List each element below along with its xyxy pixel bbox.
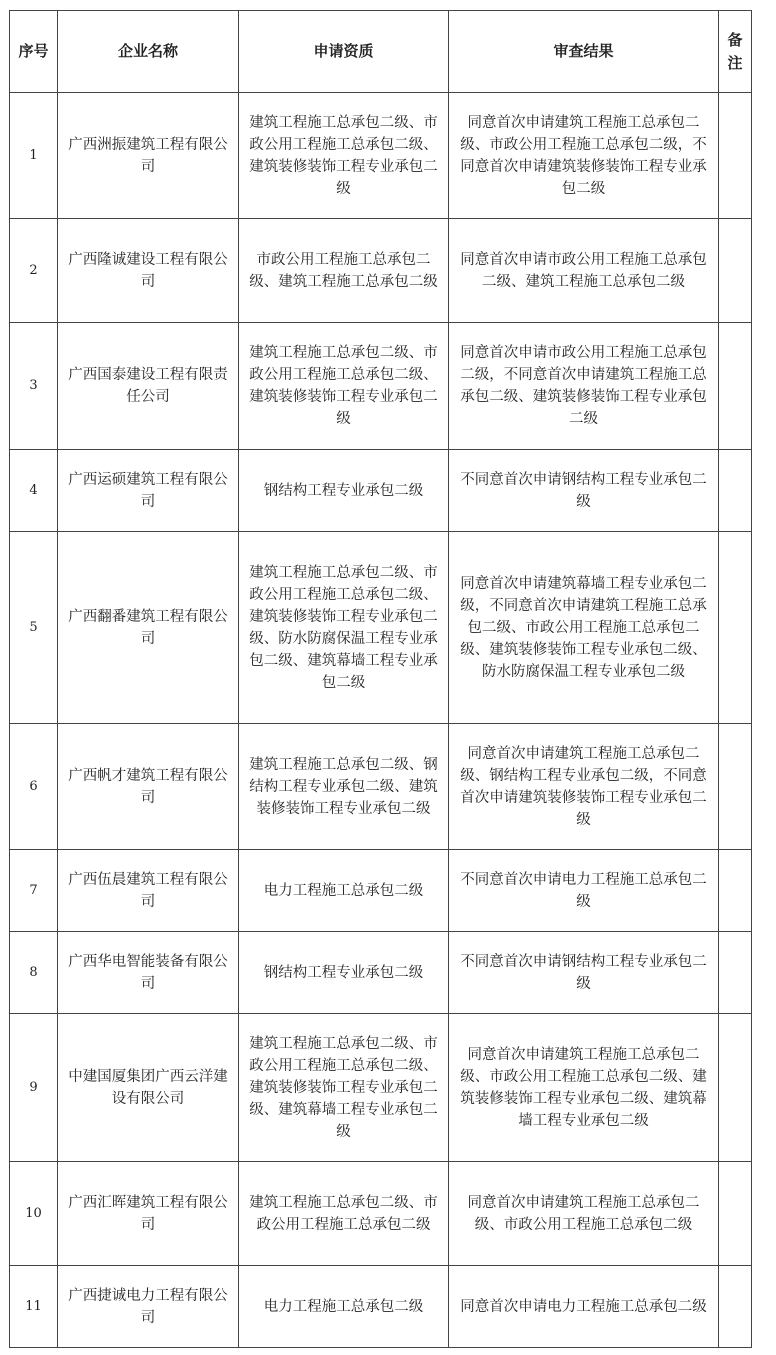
company-name-cell: 广西伍晨建筑工程有限公司 <box>58 850 239 932</box>
remarks-cell <box>719 532 752 724</box>
remarks-cell <box>719 323 752 450</box>
company-name-cell: 广西翻番建筑工程有限公司 <box>58 532 239 724</box>
company-name-cell: 广西运硕建筑工程有限公司 <box>58 450 239 532</box>
serial-number-cell: 5 <box>10 532 58 724</box>
header-company-name: 企业名称 <box>58 11 239 93</box>
table-row <box>10 93 752 219</box>
review-result-cell: 同意首次申请电力工程施工总承包二级 <box>449 1266 719 1348</box>
company-name-cell: 广西华电智能装备有限公司 <box>58 932 239 1014</box>
remarks-cell <box>719 450 752 532</box>
qualification-cell: 电力工程施工总承包二级 <box>239 1266 449 1348</box>
qualification-cell: 钢结构工程专业承包二级 <box>239 932 449 1014</box>
header-review-result: 审查结果 <box>449 11 719 93</box>
table-row <box>10 323 752 450</box>
serial-number-cell: 9 <box>10 1014 58 1162</box>
company-name-cell: 广西汇晖建筑工程有限公司 <box>58 1162 239 1266</box>
serial-number-cell: 11 <box>10 1266 58 1348</box>
table-header-row <box>10 11 752 93</box>
company-name-cell: 广西国泰建设工程有限责任公司 <box>58 323 239 450</box>
header-serial-number: 序号 <box>10 11 58 93</box>
remarks-cell <box>719 1162 752 1266</box>
serial-number-cell: 7 <box>10 850 58 932</box>
serial-number-cell: 1 <box>10 93 58 219</box>
company-name-cell: 广西洲振建筑工程有限公司 <box>58 93 239 219</box>
review-result-cell: 同意首次申请建筑工程施工总承包二级、市政公用工程施工总承包二级，不同意首次申请建筑装修装饰工程专业承包二级 <box>449 93 719 219</box>
company-name-cell: 广西隆诚建设工程有限公司 <box>58 219 239 323</box>
qualification-cell: 建筑工程施工总承包二级、钢结构工程专业承包二级、建筑装修装饰工程专业承包二级 <box>239 724 449 850</box>
qualification-cell: 建筑工程施工总承包二级、市政公用工程施工总承包二级、建筑装修装饰工程专业承包二级 <box>239 93 449 219</box>
table-row <box>10 219 752 323</box>
review-result-cell: 同意首次申请市政公用工程施工总承包二级，不同意首次申请建筑工程施工总承包二级、建筑装修装饰工程专业承包二级 <box>449 323 719 450</box>
table-row <box>10 1266 752 1348</box>
qualification-cell: 市政公用工程施工总承包二级、建筑工程施工总承包二级 <box>239 219 449 323</box>
remarks-cell <box>719 1014 752 1162</box>
serial-number-cell: 6 <box>10 724 58 850</box>
qualification-review-table <box>9 10 752 1348</box>
table-row <box>10 1014 752 1162</box>
qualification-cell: 建筑工程施工总承包二级、市政公用工程施工总承包二级、建筑装修装饰工程专业承包二级、防水防腐保温工程专业承包二级、建筑幕墙工程专业承包二级 <box>239 532 449 724</box>
remarks-cell <box>719 850 752 932</box>
qualification-cell: 电力工程施工总承包二级 <box>239 850 449 932</box>
table-row <box>10 1162 752 1266</box>
review-result-cell: 同意首次申请建筑工程施工总承包二级、钢结构工程专业承包二级，不同意首次申请建筑装修装饰工程专业承包二级 <box>449 724 719 850</box>
remarks-cell <box>719 724 752 850</box>
serial-number-cell: 10 <box>10 1162 58 1266</box>
serial-number-cell: 4 <box>10 450 58 532</box>
company-name-cell: 中建国厦集团广西云洋建设有限公司 <box>58 1014 239 1162</box>
table-row <box>10 850 752 932</box>
header-applied-qualification: 申请资质 <box>239 11 449 93</box>
qualification-cell: 建筑工程施工总承包二级、市政公用工程施工总承包二级、建筑装修装饰工程专业承包二级、建筑幕墙工程专业承包二级 <box>239 1014 449 1162</box>
serial-number-cell: 3 <box>10 323 58 450</box>
serial-number-cell: 2 <box>10 219 58 323</box>
qualification-cell: 建筑工程施工总承包二级、市政公用工程施工总承包二级 <box>239 1162 449 1266</box>
table-row <box>10 532 752 724</box>
review-result-cell: 不同意首次申请钢结构工程专业承包二级 <box>449 932 719 1014</box>
review-result-cell: 不同意首次申请钢结构工程专业承包二级 <box>449 450 719 532</box>
remarks-cell <box>719 219 752 323</box>
table-row <box>10 450 752 532</box>
review-result-cell: 同意首次申请建筑幕墙工程专业承包二级，不同意首次申请建筑工程施工总承包二级、市政公用工程施工总承包二级、建筑装修装饰工程专业承包二级、防水防腐保温工程专业承包二级 <box>449 532 719 724</box>
qualification-cell: 建筑工程施工总承包二级、市政公用工程施工总承包二级、建筑装修装饰工程专业承包二级 <box>239 323 449 450</box>
review-result-cell: 同意首次申请市政公用工程施工总承包二级、建筑工程施工总承包二级 <box>449 219 719 323</box>
table-row <box>10 724 752 850</box>
serial-number-cell: 8 <box>10 932 58 1014</box>
review-result-cell: 同意首次申请建筑工程施工总承包二级、市政公用工程施工总承包二级 <box>449 1162 719 1266</box>
qualification-cell: 钢结构工程专业承包二级 <box>239 450 449 532</box>
review-result-cell: 同意首次申请建筑工程施工总承包二级、市政公用工程施工总承包二级、建筑装修装饰工程专业承包二级、建筑幕墙工程专业承包二级 <box>449 1014 719 1162</box>
review-result-cell: 不同意首次申请电力工程施工总承包二级 <box>449 850 719 932</box>
company-name-cell: 广西帆才建筑工程有限公司 <box>58 724 239 850</box>
remarks-cell <box>719 93 752 219</box>
company-name-cell: 广西捷诚电力工程有限公司 <box>58 1266 239 1348</box>
remarks-cell <box>719 1266 752 1348</box>
remarks-cell <box>719 932 752 1014</box>
table-row <box>10 932 752 1014</box>
header-remarks: 备注 <box>719 11 752 93</box>
